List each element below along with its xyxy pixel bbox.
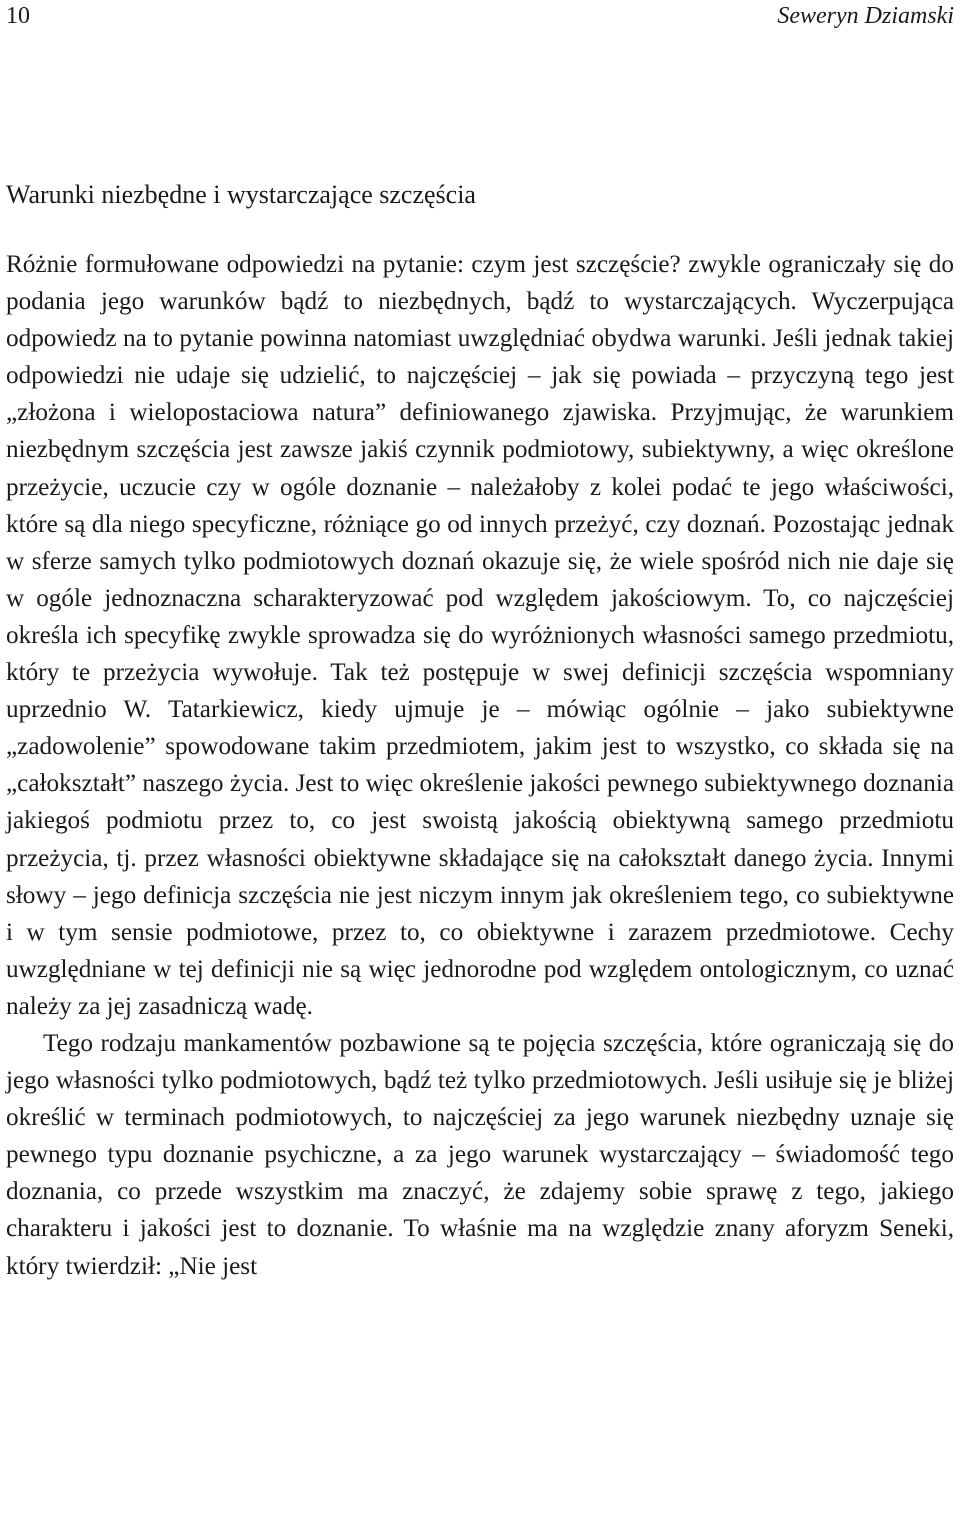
page-number: 10 [6, 3, 30, 29]
section-title: Warunki niezbędne i wystarczające szczęścia [6, 180, 476, 209]
body-paragraph-2: Tego rodzaju mankamentów pozbawione są te pojęcia szczęścia, które ograniczają się do jego własności tylko podmiotowych, bądź też tylko przedmiotowych. Jeśli usiłuje się je bliżej określić w terminach podmiotowych, to najczęściej za jego warunek niezbędny uznaje się pewnego typu doznanie psychiczne, a za jego warunek wystarczający – świadomość tego doznania, co przede wszystkim ma znaczyć, że zdajemy sobie sprawę z tego, jakiego charakteru i jakości jest to doznanie. To właśnie ma na względzie znany aforyzm Seneki, który twierdził: „Nie jest [6, 1029, 954, 1280]
header-author: Seweryn Dziamski [777, 3, 954, 29]
document-page [6, 0, 954, 1285]
running-header [6, 3, 954, 33]
body-paragraph-1: Różnie formułowane odpowiedzi na pytanie: czym jest szczęście? zwykle ograniczały się do podania jego warunków bądź to niezbędnych, bądź to wystarczających. Wyczerpująca odpowiedz na to pytanie powinna natomiast uwzględniać obydwa warunki. Jeśli jednak takiej odpowiedzi nie udaje się udzielić, to najczęściej – jak się powiada – przyczyną tego jest „złożona i wielopostaciowa natura” definiowanego zjawiska. Przyjmując, że warunkiem niezbędnym szczęścia jest zawsze jakiś czynnik podmiotowy, subiektywny, a więc określone przeżycie, uczucie czy w ogóle doznanie – należałoby z kolei podać te jego właściwości, które są dla niego specyficzne, różniące go od innych przeżyć, czy doznań. Pozostając jednak w sferze samych tylko podmiotowych doznań okazuje się, że wiele spośród nich nie daje się w ogóle jednoznaczna scharakteryzować pod względem jakościowym. To, co najczęściej określa ich specyfikę zwykle sprowadza się do wyróżnionych własności samego przedmiotu, który te przeżycia wywołuje. Tak też postępuje w swej definicji szczęścia wspomniany uprzednio W. Tatarkiewicz, kiedy ujmuje je – mówiąc ogólnie – jako subiektywne „zadowolenie” spowodowane takim przedmiotem, jakim jest to wszystko, co składa się na „całokształt” naszego życia. Jest to więc określenie jakości pewnego subiektywnego doznania jakiegoś podmiotu przez to, co jest swoistą jakością obiektywną samego przedmiotu przeżycia, tj. przez własności obiektywne składające się na całokształt danego życia. Innymi słowy – jego definicja szczęścia nie jest niczym innym jak określeniem tego, co subiektywne i w tym sensie podmiotowe, przez to, co obiektywne i zarazem przedmiotowe. Cechy uwzględniane w tej definicji nie są więc jednorodne pod względem ontologicznym, co uznać należy za jej zasadniczą wadę. [6, 251, 954, 1020]
